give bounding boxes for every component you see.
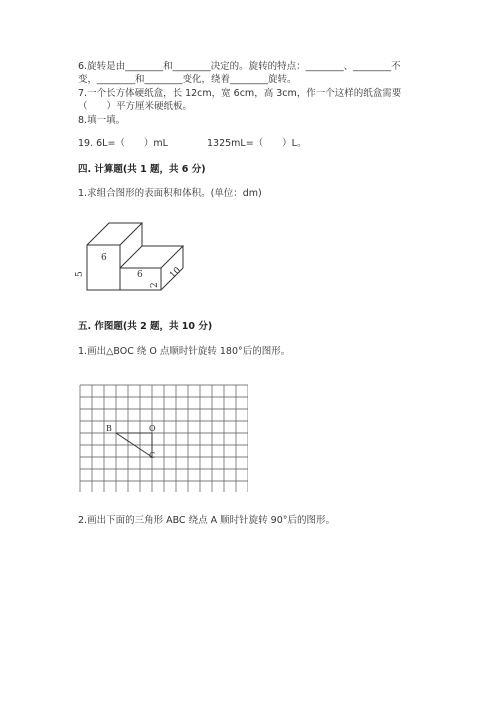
section4-title: 四. 计算题(共 1 题，共 6 分) [78, 164, 206, 175]
point-b-label: B [106, 424, 112, 433]
rotation-grid [78, 380, 248, 492]
q8-label: 8.填一填。 [78, 115, 126, 126]
q7-line1: 7.一个长方体硬纸盒，长 12cm，宽 6cm，高 3cm，作一个这样的纸盒需要 [78, 88, 402, 99]
label-bottom-6: 6 [137, 270, 143, 280]
q19-milliliters: 1325mL=（ ）L。 [207, 138, 307, 149]
section4-q1: 1.求组合图形的表面积和体积。(单位：dm) [78, 188, 262, 199]
section5-title: 五. 作图题(共 2 题，共 10 分) [78, 321, 213, 332]
section5-q1: 1.画出△BOC 绕 O 点顺时针旋转 180°后的图形。 [78, 346, 291, 357]
composite-solid-figure [74, 215, 189, 295]
grid-lines [80, 385, 248, 492]
q7-line2: （ ）平方厘米硬纸板。 [78, 101, 193, 112]
q6-line2: 变，________和________变化，绕着________旋转。 [78, 74, 297, 85]
point-c-label: C [149, 451, 156, 460]
section5-q2: 2.画出下面的三角形 ABC 绕点 A 顺时针旋转 90°后的图形。 [78, 515, 335, 526]
label-depth-10: 10 [168, 265, 184, 281]
label-top-6: 6 [101, 253, 107, 263]
label-step-2: 2 [150, 282, 160, 288]
q19-liters: 19. 6L=（ ）mL [78, 138, 168, 149]
point-o-label: O [149, 424, 156, 433]
q6-line1: 6.旋转是由________和________决定的。旋转的特点：________、________不 [78, 61, 401, 72]
label-height-5: 5 [75, 271, 85, 277]
